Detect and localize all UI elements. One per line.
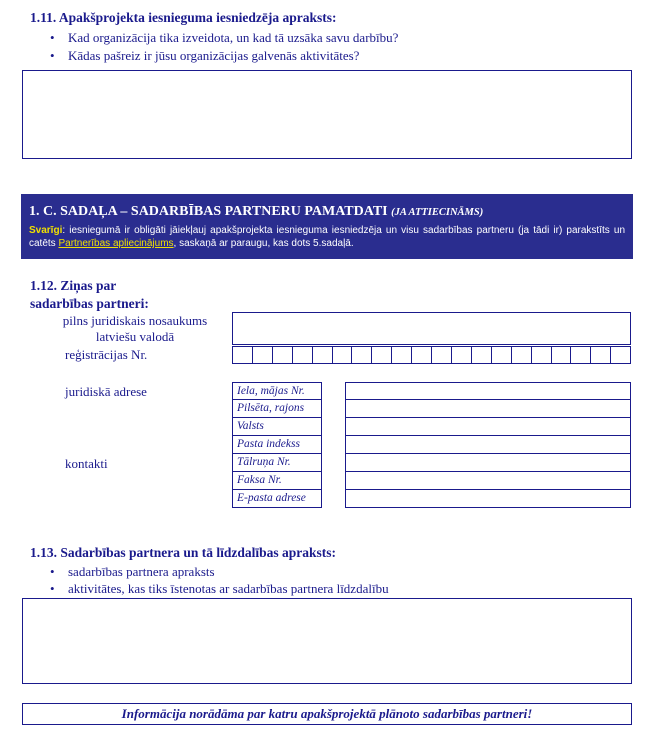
bullet-text: Kādas pašreiz ir jūsu organizācijas galvenās aktivitātes? bbox=[68, 48, 360, 63]
section-111-title: 1.11. Apakšprojekta iesnieguma iesniedzēja apraksts: bbox=[30, 10, 337, 25]
footer-note: Informācija norādāma par katru apakšprojektā plānoto sadarbības partneri! bbox=[22, 703, 632, 725]
section-113-title: 1.13. Sadarbības partnera un tā līdzdalības apraksts: bbox=[30, 545, 337, 560]
section-113-answer-box[interactable] bbox=[22, 598, 632, 684]
reg-digit-cell[interactable] bbox=[313, 347, 333, 363]
reg-digit-cell[interactable] bbox=[273, 347, 293, 363]
name-label-line2: latviešu valodā bbox=[95, 329, 175, 344]
phone-label: Tālruņa Nr. bbox=[232, 454, 322, 472]
postal-code-label: Pasta indekss bbox=[232, 436, 322, 454]
address-label: juridiskā adrese bbox=[65, 384, 147, 399]
banner-title-note: (JA ATTIECINĀMS) bbox=[391, 207, 484, 218]
bullet-icon: • bbox=[50, 30, 55, 45]
section-c-banner bbox=[21, 194, 633, 259]
reg-number-field[interactable] bbox=[232, 346, 631, 364]
reg-digit-cell[interactable] bbox=[392, 347, 412, 363]
country-field[interactable] bbox=[345, 418, 631, 436]
bullet-icon: • bbox=[50, 564, 55, 579]
name-label bbox=[40, 313, 230, 345]
bullet-text: Kad organizācija tika izveidota, un kad tā uzsāka savu darbību? bbox=[68, 30, 399, 45]
name-label-line1: pilns juridiskais nosaukums bbox=[62, 313, 208, 328]
fax-label: Faksa Nr. bbox=[232, 472, 322, 490]
reg-digit-cell[interactable] bbox=[492, 347, 512, 363]
reg-digit-cell[interactable] bbox=[512, 347, 532, 363]
phone-field[interactable] bbox=[345, 454, 631, 472]
reg-digit-cell[interactable] bbox=[352, 347, 372, 363]
reg-digit-cell[interactable] bbox=[412, 347, 432, 363]
section-112-title-line1: 1.12. Ziņas par bbox=[30, 278, 117, 293]
reg-digit-cell[interactable] bbox=[233, 347, 253, 363]
contacts-label: kontakti bbox=[65, 456, 108, 471]
banner-title bbox=[29, 204, 483, 220]
list-item bbox=[50, 564, 215, 580]
banner-text-part1: : iesniegumā ir obligāti jāiekļauj apakšprojekta iesnieguma iesniedzēja un visu sadarbības partneru (ja tādi ir) parakstīts un catēts bbox=[29, 225, 625, 249]
city-label: Pilsēta, rajons bbox=[232, 400, 322, 418]
reg-digit-cell[interactable] bbox=[591, 347, 611, 363]
reg-digit-cell[interactable] bbox=[333, 347, 353, 363]
reg-digit-cell[interactable] bbox=[611, 347, 630, 363]
reg-digit-cell[interactable] bbox=[472, 347, 492, 363]
country-label: Valsts bbox=[232, 418, 322, 436]
section-112-title-line2: sadarbības partneri: bbox=[30, 296, 149, 311]
banner-text-part2: , saskaņā ar paraugu, kas dots 5.sadaļā. bbox=[173, 238, 354, 249]
address-labels-column bbox=[232, 382, 322, 508]
email-label: E-pasta adrese bbox=[232, 490, 322, 508]
bullet-icon: • bbox=[50, 581, 55, 596]
reg-digit-cell[interactable] bbox=[552, 347, 572, 363]
reg-digit-cell[interactable] bbox=[293, 347, 313, 363]
fax-field[interactable] bbox=[345, 472, 631, 490]
reg-digit-cell[interactable] bbox=[571, 347, 591, 363]
street-label: Iela, mājas Nr. bbox=[232, 382, 322, 400]
reg-digit-cell[interactable] bbox=[532, 347, 552, 363]
partner-name-field[interactable] bbox=[232, 312, 631, 345]
reg-digit-cell[interactable] bbox=[452, 347, 472, 363]
reg-label: reģistrācijas Nr. bbox=[65, 347, 148, 362]
banner-text bbox=[29, 224, 625, 250]
section-111-answer-box[interactable] bbox=[22, 70, 632, 159]
list-item bbox=[50, 581, 389, 597]
email-field[interactable] bbox=[345, 490, 631, 508]
postal-code-field[interactable] bbox=[345, 436, 631, 454]
bullet-icon: • bbox=[50, 48, 55, 63]
bullet-text: sadarbības partnera apraksts bbox=[68, 564, 215, 579]
partnership-link[interactable]: Partnerības apliecinājums bbox=[58, 238, 174, 249]
street-field[interactable] bbox=[345, 382, 631, 400]
list-item bbox=[50, 30, 398, 46]
address-values-column bbox=[345, 382, 631, 508]
reg-digit-cell[interactable] bbox=[432, 347, 452, 363]
list-item bbox=[50, 48, 359, 64]
reg-digit-cell[interactable] bbox=[372, 347, 392, 363]
bullet-text: aktivitātes, kas tiks īstenotas ar sadarbības partnera līdzdalību bbox=[68, 581, 389, 596]
reg-digit-cell[interactable] bbox=[253, 347, 273, 363]
important-label: Svarīgi bbox=[29, 225, 63, 236]
banner-title-main: 1. C. SADAĻA – SADARBĪBAS PARTNERU PAMATDATI bbox=[29, 204, 388, 219]
city-field[interactable] bbox=[345, 400, 631, 418]
